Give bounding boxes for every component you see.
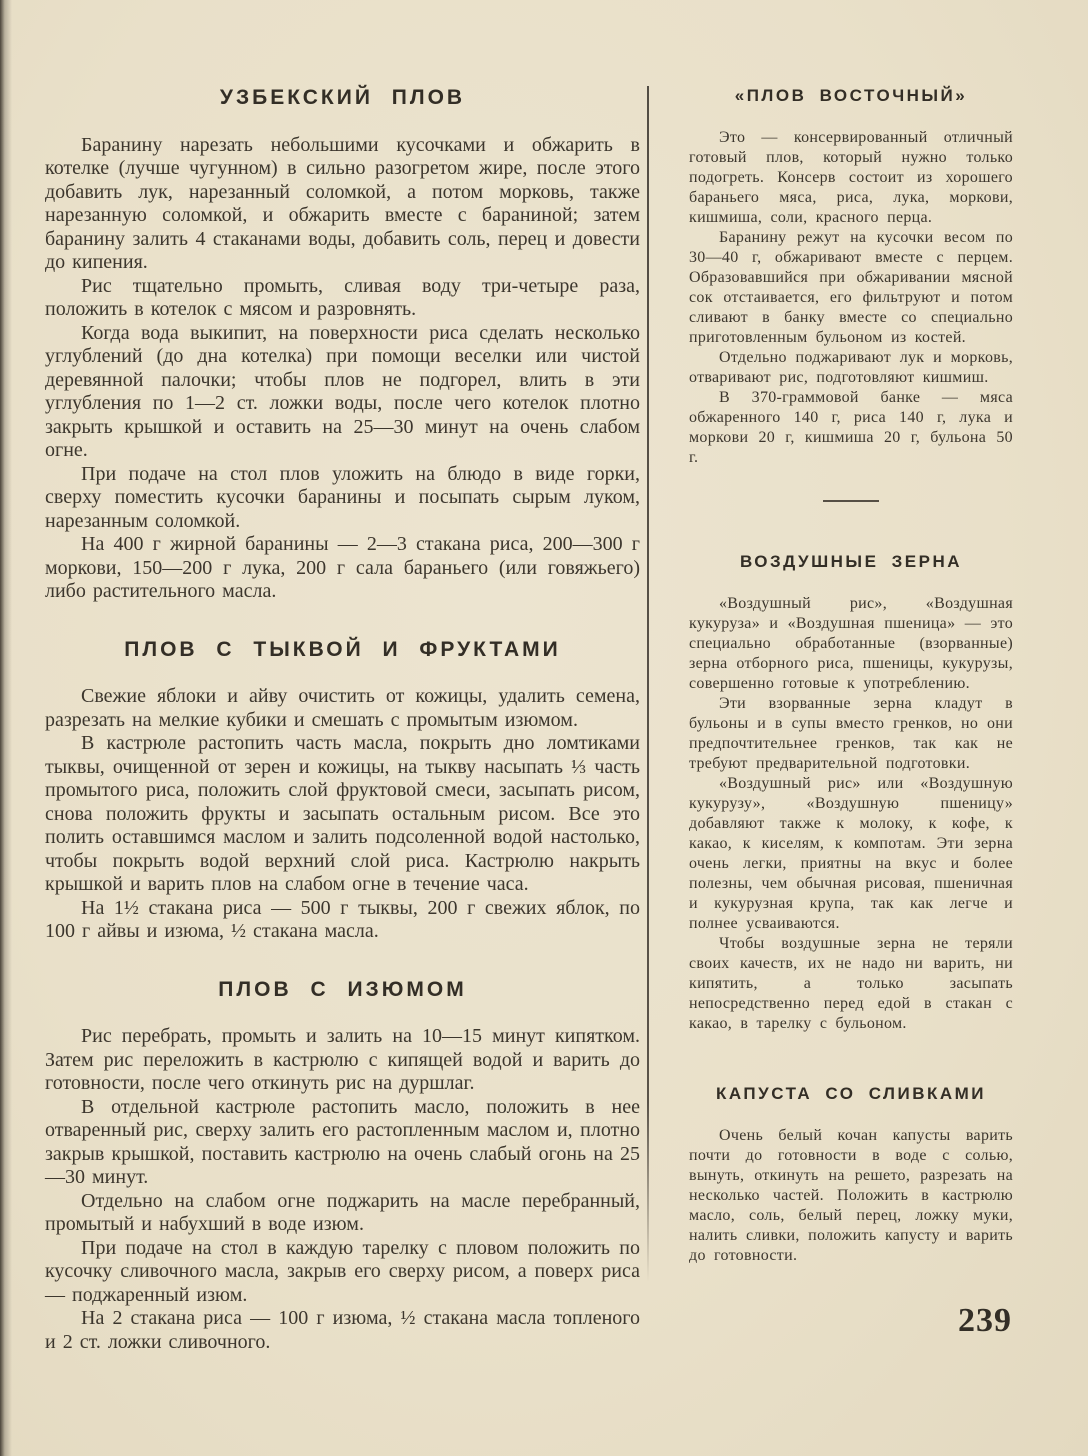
heading-vozdushnye-zerna: ВОЗДУШНЫЕ ЗЕРНА [739,552,963,571]
recipe-paragraph: В кастрюле растопить часть масла, покрыть дно ломтиками тыквы, очищенной от зерен и кожицы, на тыкву насыпать ⅓ часть промытого риса, положить слой фруктовой смеси, засыпать рисом, снова положить фрукты и засыпать остальным рисом. Все это полить оставшимся маслом и залить подсоленной водой настолько, чтобы покрыть водой верхний слой риса. Кастрюлю накрыть крышкой и варить плов на слабом огне в течение часа. [45,732,640,895]
recipe-paragraph: В 370-граммовой банке — мяса обжаренного 140 г, риса 140 г, лука и моркови 20 г, кишмиша 20 г, бульона 50 г. [689,389,1013,466]
heading-uzbekskiy-plov: УЗБЕКСКИЙ ПЛОВ [219,86,466,109]
recipe-paragraph: Рис перебрать, промыть и залить на 10—15 минут кипятком. Затем рис переложить в кастрюлю с кипящей водой и варить до готовности, после чего откинуть рис на дуршлаг. [45,1025,640,1094]
recipe-paragraph: На 2 стакана риса — 100 г изюма, ½ стакана масла топленого и 2 ст. ложки сливочного. [45,1307,640,1353]
recipe-section-vozdushnye-zerna [689,552,1013,1034]
recipe-paragraph: Баранину нарезать небольшими кусочками и обжарить в котелке (лучше чугунном) в сильно разогретом жире, после этого добавить лук, нарезанный соломкой, а потом морковь, также нарезанную соломкой, и обжарить вместе с бараниной; затем баранину залить 4 стаканами воды, добавить соль, перец и довести до кипения. [45,133,640,273]
recipe-paragraph: Когда вода выкипит, на поверхности риса сделать несколько углублений (до дна котелка) при помощи веселки или чистой деревянной палочки; чтобы плов не подгорел, влить в эти углубления по 1—2 ст. ложки воды, после чего котелок плотно закрыть крышкой и оставить на 25—30 минут на очень слабом огне. [45,321,640,461]
recipe-paragraph: Очень белый кочан капусты варить почти до готовности в воде с солью, вынуть, откинуть на решето, разрезать на несколько частей. Положить в кастрюлю масло, соль, белый перец, ложку муки, налить сливки, положить капусту и варить до готовности. [689,1127,1013,1264]
section-divider-rule [823,500,879,502]
left-column [45,86,640,1354]
recipe-paragraph: На 400 г жирной баранины — 2—3 стакана риса, 200—300 г моркови, 150—200 г лука, 200 г сала бараньего (или говяжьего) либо растительного масла. [45,533,640,602]
recipe-paragraph: «Воздушный рис», «Воздушная кукуруза» и «Воздушная пшеница» — это специально обработанные (взорванные) зерна отборного риса, пшеницы, кукурузы, совершенно готовые к употреблению. [689,595,1013,692]
recipe-paragraph: Эти взорванные зерна кладут в бульоны и в супы вместо гренков, но они предпочтительнее гренков, так как не требуют предварительной подготовки. [689,695,1013,772]
recipe-section-uzbek-plov [45,86,640,604]
recipe-section-plov-s-izyumom [45,978,640,1355]
recipe-paragraph: При подаче на стол в каждую тарелку с пловом положить по кусочку сливочного масла, закрыв его сверху рисом, а поверх риса — поджаренный изюм. [45,1236,640,1306]
heading-kapusta-so-slivkami: КАПУСТА СО СЛИВКАМИ [716,1084,986,1103]
recipe-paragraph: При подаче на стол плов уложить на блюдо в виде горки, сверху поместить кусочки баранины и посыпать сырым луком, нарезанным соломкой. [45,462,640,532]
recipe-paragraph: Баранину режут на кусочки весом по 30—40 г, обжаривают вместе с перцем. Образовавшийся при обжаривании мясной сок отстаивается, его фильтруют и потом сливают в банку вместе со специально приготовленным бульоном из костей. [689,229,1013,346]
heading-plov-s-tykvoy-i-fruktami: ПЛОВ С ТЫКВОЙ И ФРУКТАМИ [124,637,561,661]
recipe-paragraph: Чтобы воздушные зерна не теряли своих качеств, их не надо ни варить, ни кипятить, а только засыпать непосредственно перед едой в стакан с какао, в тарелку с бульоном. [689,935,1013,1032]
recipe-paragraph: Свежие яблоки и айву очистить от кожицы, удалить семена, разрезать на мелкие кубики и смешать с промытым изюмом. [45,685,640,731]
heading-plov-vostochny: «ПЛОВ ВОСТОЧНЫЙ» [734,86,968,105]
recipe-paragraph: В отдельной кастрюле растопить масло, положить в нее отваренный рис, сверху залить его растопленным маслом и, плотно закрыв крышкой, поставить кастрюлю на очень слабый огонь на 25—30 минут. [45,1095,640,1188]
recipe-paragraph: Отдельно поджаривают лук и морковь, отваривают рис, подготовляют кишмиш. [689,349,1013,386]
recipe-paragraph: Это — консервированный отличный готовый плов, который нужно только подогреть. Консерв состоит из хорошего бараньего мяса, риса, лука, моркови, кишмиша, соли, красного перца. [689,129,1013,226]
page-columns [45,86,1013,1354]
right-column [689,86,1013,1354]
column-divider-rule [647,86,649,1282]
recipe-paragraph: «Воздушный рис» или «Воздушную кукурузу», «Воздушную пшеницу» добавляют также к молоку, к кофе, к какао, к киселям, к компотам. Эти зерна очень легки, приятны на вкус и более полезны, чем обычная рисовая, пшеничная и кукурузная крупа, так как легче и полнее усваиваются. [689,775,1013,932]
recipe-paragraph: Рис тщательно промыть, сливая воду три-четыре раза, положить в котелок с мясом и разровнять. [45,274,640,320]
page-number: 239 [958,1302,1012,1339]
recipe-paragraph: На 1½ стакана риса — 500 г тыквы, 200 г свежих яблок, по 100 г айвы и изюма, ½ стакана масла. [45,896,640,942]
recipe-paragraph: Отдельно на слабом огне поджарить на масле перебранный, промытый и набухший в воде изюм. [45,1189,640,1235]
heading-plov-s-izyumom: ПЛОВ С ИЗЮМОМ [218,977,467,1001]
recipe-section-kapusta-so-slivkami [689,1084,1013,1266]
recipe-section-plov-vostochny [689,86,1013,468]
page-left-edge-shadow [0,0,12,1456]
recipe-section-plov-s-tykvoy [45,638,640,944]
